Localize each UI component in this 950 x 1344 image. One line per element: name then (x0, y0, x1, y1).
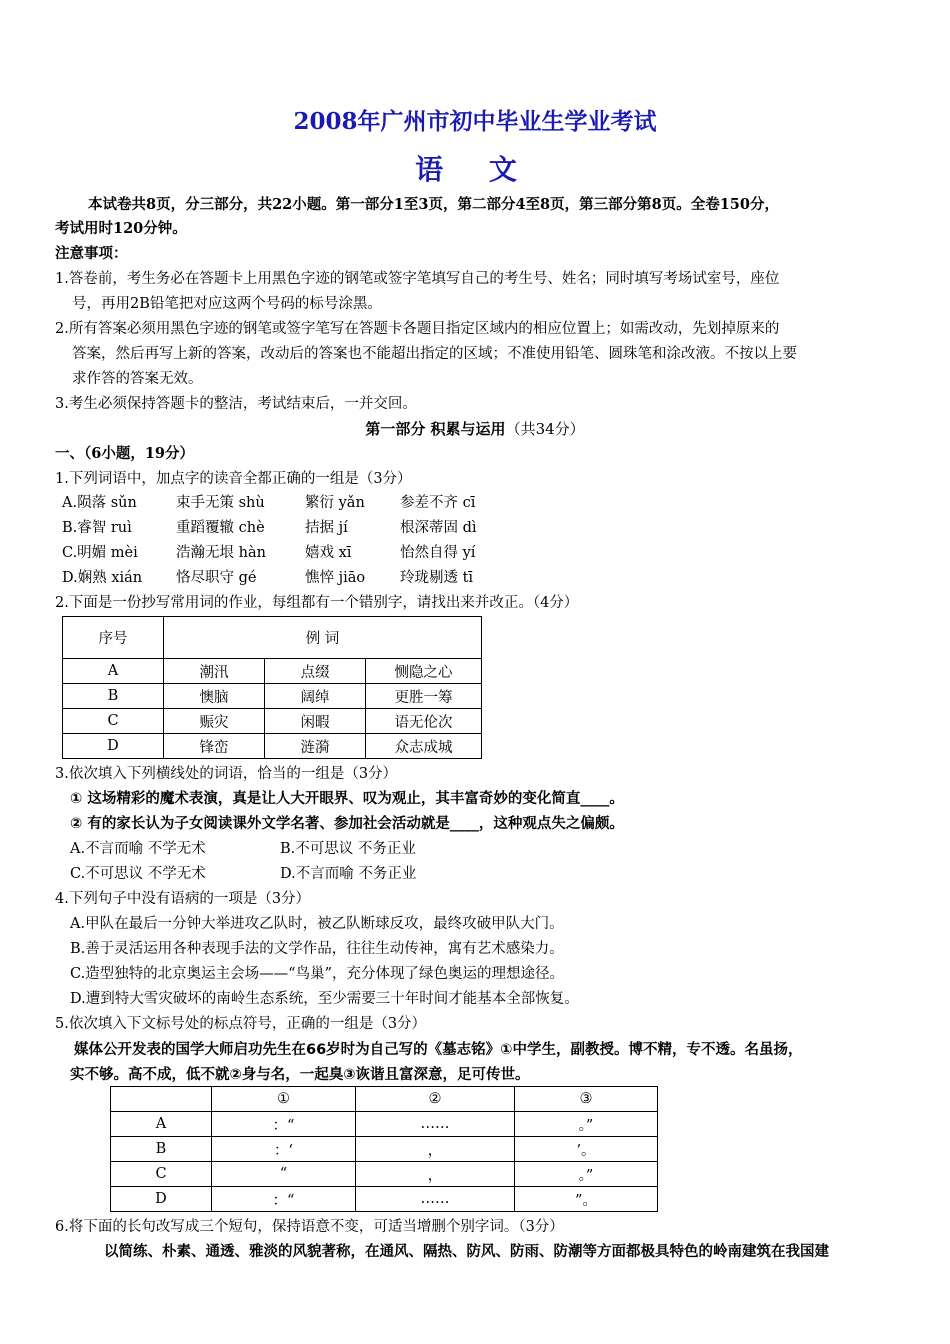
q2-cell: 语无伦次 (366, 709, 482, 734)
q1-option: A.陨落 sǔn (62, 495, 137, 511)
q4-stem: 4.下列句子中没有语病的一项是（3分） (55, 891, 311, 907)
q2-cell: 懊脑 (164, 684, 265, 709)
q5-cell: “ (212, 1162, 356, 1187)
q2-cell: C (63, 709, 164, 734)
q5-cell: …… (356, 1187, 515, 1212)
q1-option: 浩瀚无垠 hàn (176, 545, 266, 561)
q5-cell: ”。 (515, 1187, 658, 1212)
subject-title: 语 文 (415, 153, 535, 186)
q3-sentence-2: ② 有的家长认为子女阅读课外文学名著、参加社会活动就是____，这种观点失之偏颇。 (70, 816, 624, 832)
note-3: 3.考生必须保持答题卡的整洁，考试结束后，一并交回。 (55, 396, 417, 412)
note-1a: 1.答卷前，考生务必在答题卡上用黑色字迹的钢笔或签字笔填写自己的考生号、姓名；同时填写考场试室号，座位 (55, 271, 780, 287)
q5-passage-2: 实不够。高不成，低不就②身与名，一起臭③诙谐且富深意，足可传世。 (70, 1067, 530, 1083)
q5-cell (111, 1087, 212, 1112)
q2-cell: B (63, 684, 164, 709)
note-2c: 求作答的答案无效。 (72, 371, 203, 387)
q5-cell: B (111, 1137, 212, 1162)
q2-header-words: 例 词 (164, 617, 482, 659)
notes-heading: 注意事项： (55, 245, 128, 262)
q4-option-b: B.善于灵活运用各种表现手法的文学作品，往往生动传神，寓有艺术感染力。 (70, 941, 564, 957)
q2-cell: 涟漪 (265, 734, 366, 759)
q1-option: 玲珑剔透 tī (400, 570, 474, 586)
q2-cell: 赈灾 (164, 709, 265, 734)
q2-cell: 更胜一筹 (366, 684, 482, 709)
q5-cell: …… (356, 1112, 515, 1137)
q3-option-d: D.不言而喻 不务正业 (280, 866, 417, 882)
q2-cell: 众志成城 (366, 734, 482, 759)
q5-cell: D (111, 1187, 212, 1212)
q6-stem: 6.将下面的长句改写成三个短句，保持语意不变，可适当增删个别字词。（3分） (55, 1219, 564, 1235)
q2-cell: A (63, 659, 164, 684)
q2-stem: 2.下面是一份抄写常用词的作业，每组都有一个错别字，请找出来并改正。（4分） (55, 595, 579, 611)
q2-cell: 闲暇 (265, 709, 366, 734)
part1-heading (0, 420, 950, 438)
q1-option: 拮据 jí (305, 520, 348, 536)
section-heading: 一、（6小题，19分） (55, 445, 195, 462)
q1-option: B.睿智 ruì (62, 520, 132, 536)
q5-stem: 5.依次填入下文标号处的标点符号，正确的一组是（3分） (55, 1016, 427, 1032)
q1-option: 参差不齐 cī (400, 495, 476, 511)
q2-cell: 锋峦 (164, 734, 265, 759)
intro-line-1: 本试卷共8页，分三部分，共22小题。第一部分1至3页，第二部分4至8页，第三部分第8页。全卷150分， (88, 196, 779, 213)
q2-cell: D (63, 734, 164, 759)
q3-stem: 3.依次填入下列横线处的词语，恰当的一组是（3分） (55, 766, 398, 782)
q5-cell: ’。 (515, 1137, 658, 1162)
q1-option: 怡然自得 yí (400, 545, 476, 561)
note-2b: 答案，然后再写上新的答案，改动后的答案也不能超出指定的区域；不准使用铅笔、圆珠笔和涂改液。不按以上要 (72, 346, 797, 362)
q1-stem: 1.下列词语中，加点字的读音全都正确的一组是（3分） (55, 471, 412, 487)
intro-line-2: 考试用时120分钟。 (55, 220, 187, 237)
q4-option-d: D.遭到特大雪灾破坏的南岭生态系统，至少需要三十年时间才能基本全部恢复。 (70, 991, 579, 1007)
q5-table (110, 1086, 658, 1212)
q6-passage: 以简练、朴素、通透、雅淡的风貌著称，在通风、隔热、防风、防雨、防潮等方面都极具特色的岭南建筑在我国建 (104, 1244, 829, 1260)
q2-table (62, 616, 482, 759)
q3-sentence-1: ① 这场精彩的魔术表演，真是让人大开眼界、叹为观止，其丰富奇妙的变化简直____。 (70, 791, 624, 807)
q1-option: D.娴熟 xián (62, 570, 143, 586)
note-1b: 号，再用2B铅笔把对应这两个号码的标号涂黑。 (72, 296, 382, 312)
q2-header-no: 序号 (63, 617, 164, 659)
q5-cell: C (111, 1162, 212, 1187)
q1-option: C.明媚 mèi (62, 545, 138, 561)
q2-cell: 潮汛 (164, 659, 265, 684)
q5-passage-1: 媒体公开发表的国学大师启功先生在66岁时为自己写的《墓志铭》①中学生，副教授。博不精，专不透。名虽扬， (74, 1042, 803, 1058)
part1-title: 第一部分 积累与运用 (365, 420, 506, 438)
q5-cell: ：‘ (212, 1137, 356, 1162)
q1-option: 憔悴 jiāo (305, 570, 366, 586)
q5-cell: ：“ (212, 1112, 356, 1137)
q1-option: 重蹈覆辙 chè (176, 520, 265, 536)
q3-option-b: B.不可思议 不务正业 (280, 841, 416, 857)
q1-option: 根深蒂固 dì (400, 520, 477, 536)
exam-title: 2008年广州市初中毕业生学业考试 (293, 108, 657, 135)
part1-score: （共34分） (505, 420, 585, 438)
q5-cell: ， (356, 1137, 515, 1162)
q3-option-c: C.不可思议 不学无术 (70, 866, 206, 882)
q1-option: 恪尽职守 gé (176, 570, 257, 586)
q5-header: ② (356, 1087, 515, 1112)
q2-cell: 恻隐之心 (366, 659, 482, 684)
q4-option-a: A.甲队在最后一分钟大举进攻乙队时，被乙队断球反攻，最终攻破甲队大门。 (70, 916, 564, 932)
q5-cell: 。” (515, 1112, 658, 1137)
q4-option-c: C.造型独特的北京奥运主会场——“鸟巢”，充分体现了绿色奥运的理想途径。 (70, 966, 565, 982)
q1-option: 束手无策 shù (176, 495, 265, 511)
q5-cell: ， (356, 1162, 515, 1187)
q5-header: ① (212, 1087, 356, 1112)
note-2a: 2.所有答案必须用黑色字迹的钢笔或签字笔写在答题卡各题目指定区域内的相应位置上；如需改动，先划掉原来的 (55, 321, 780, 337)
q2-cell: 点缀 (265, 659, 366, 684)
q1-option: 嬉戏 xī (305, 545, 352, 561)
q5-header: ③ (515, 1087, 658, 1112)
q5-cell: 。” (515, 1162, 658, 1187)
q3-option-a: A.不言而喻 不学无术 (70, 841, 206, 857)
q1-option: 繁衍 yǎn (305, 495, 365, 511)
q5-cell: ：“ (212, 1187, 356, 1212)
q2-cell: 阔绰 (265, 684, 366, 709)
q5-cell: A (111, 1112, 212, 1137)
